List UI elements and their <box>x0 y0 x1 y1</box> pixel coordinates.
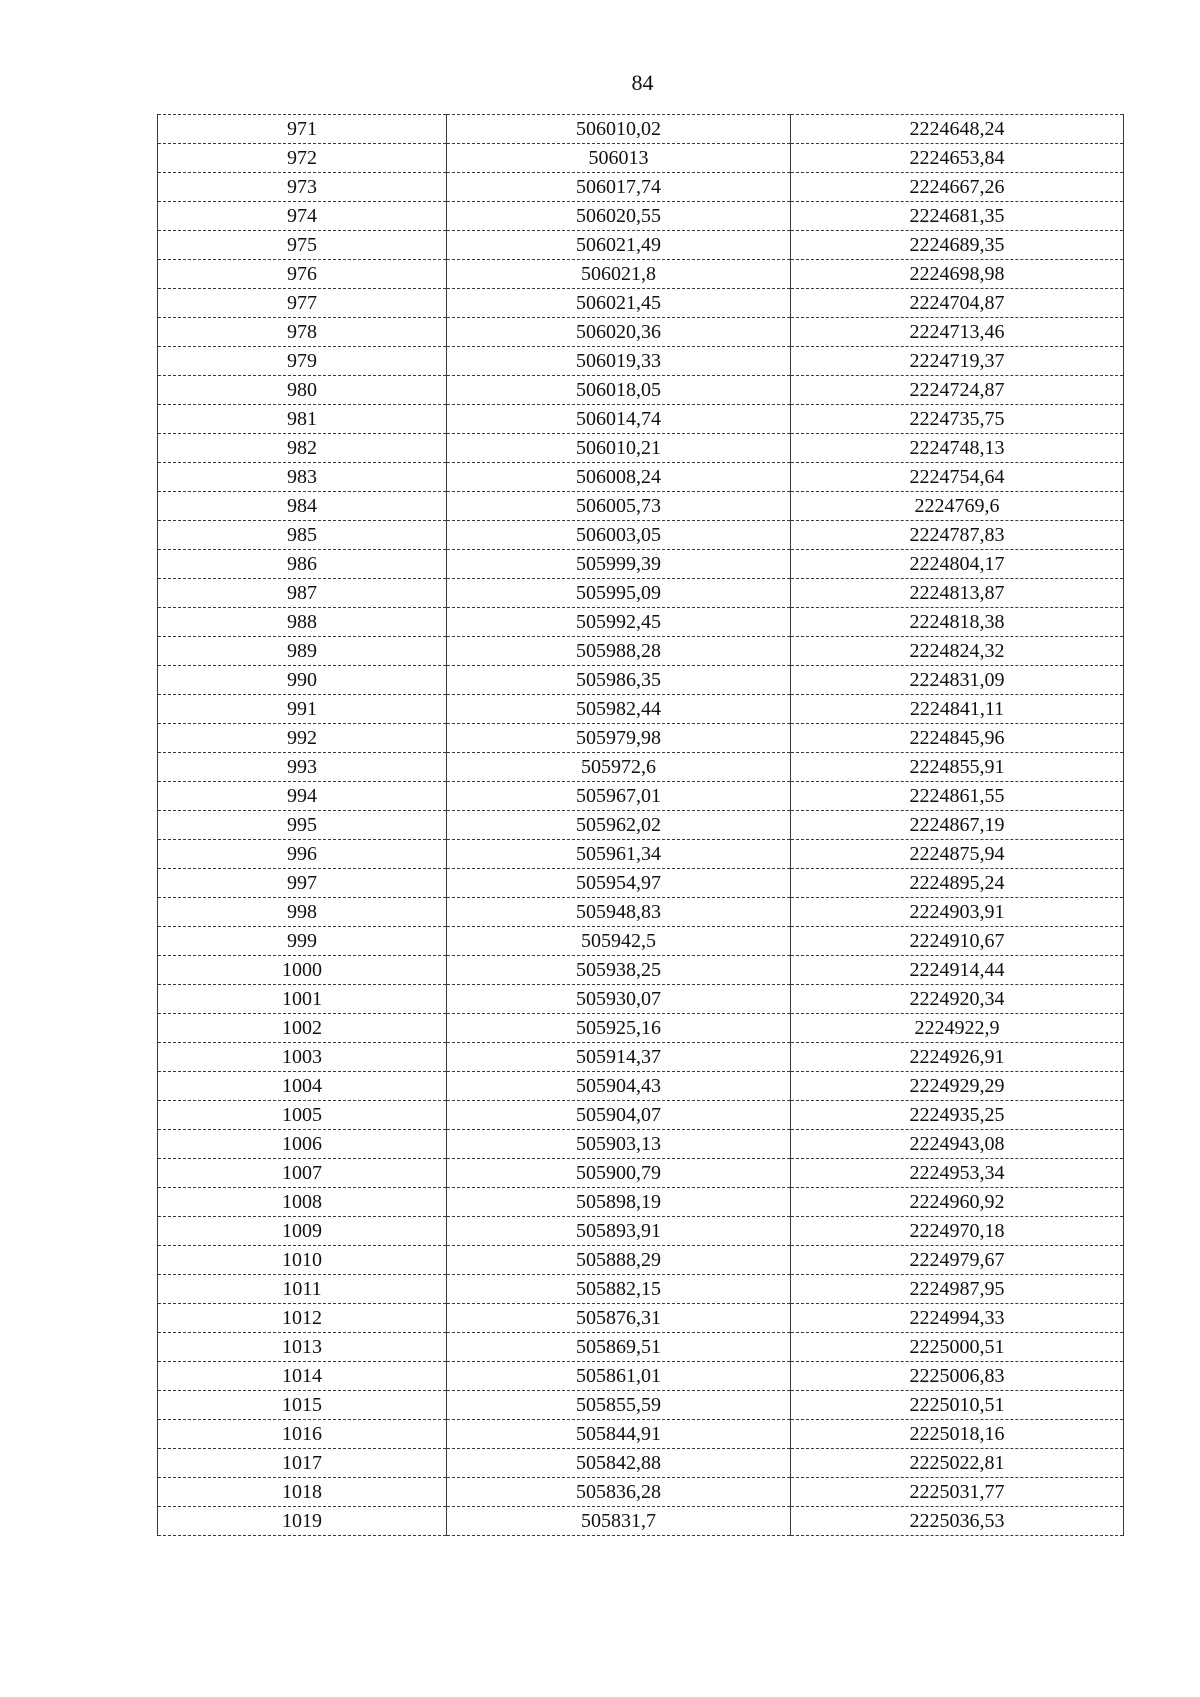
table-row <box>158 521 1124 550</box>
x-coordinate-cell: 505893,91 <box>447 1217 791 1246</box>
x-coordinate-cell: 506005,73 <box>447 492 791 521</box>
point-number-cell: 978 <box>158 318 447 347</box>
point-number-cell: 992 <box>158 724 447 753</box>
table-row <box>158 1217 1124 1246</box>
table-row <box>158 1333 1124 1362</box>
table-row <box>158 1101 1124 1130</box>
y-coordinate-cell: 2224994,33 <box>791 1304 1124 1333</box>
x-coordinate-cell: 505972,6 <box>447 753 791 782</box>
x-coordinate-cell: 506010,02 <box>447 115 791 144</box>
point-number-cell: 1001 <box>158 985 447 1014</box>
point-number-cell: 991 <box>158 695 447 724</box>
x-coordinate-cell: 505831,7 <box>447 1507 791 1536</box>
point-number-cell: 990 <box>158 666 447 695</box>
table-row <box>158 1188 1124 1217</box>
point-number-cell: 1008 <box>158 1188 447 1217</box>
y-coordinate-cell: 2224824,32 <box>791 637 1124 666</box>
y-coordinate-cell: 2224841,11 <box>791 695 1124 724</box>
x-coordinate-cell: 505925,16 <box>447 1014 791 1043</box>
x-coordinate-cell: 506021,49 <box>447 231 791 260</box>
y-coordinate-cell: 2225022,81 <box>791 1449 1124 1478</box>
table-row <box>158 1159 1124 1188</box>
x-coordinate-cell: 506014,74 <box>447 405 791 434</box>
y-coordinate-cell: 2224653,84 <box>791 144 1124 173</box>
x-coordinate-cell: 506021,45 <box>447 289 791 318</box>
y-coordinate-cell: 2224910,67 <box>791 927 1124 956</box>
table-row <box>158 550 1124 579</box>
table-row <box>158 869 1124 898</box>
y-coordinate-cell: 2225031,77 <box>791 1478 1124 1507</box>
point-number-cell: 973 <box>158 173 447 202</box>
table-body <box>158 115 1124 1536</box>
table-row <box>158 347 1124 376</box>
x-coordinate-cell: 506003,05 <box>447 521 791 550</box>
y-coordinate-cell: 2225018,16 <box>791 1420 1124 1449</box>
x-coordinate-cell: 506017,74 <box>447 173 791 202</box>
x-coordinate-cell: 505876,31 <box>447 1304 791 1333</box>
table-row <box>158 695 1124 724</box>
y-coordinate-cell: 2224903,91 <box>791 898 1124 927</box>
y-coordinate-cell: 2224855,91 <box>791 753 1124 782</box>
table-row <box>158 724 1124 753</box>
y-coordinate-cell: 2224960,92 <box>791 1188 1124 1217</box>
x-coordinate-cell: 505961,34 <box>447 840 791 869</box>
table-row <box>158 811 1124 840</box>
x-coordinate-cell: 505855,59 <box>447 1391 791 1420</box>
table-row <box>158 666 1124 695</box>
x-coordinate-cell: 505962,02 <box>447 811 791 840</box>
y-coordinate-cell: 2224698,98 <box>791 260 1124 289</box>
point-number-cell: 971 <box>158 115 447 144</box>
y-coordinate-cell: 2224754,64 <box>791 463 1124 492</box>
y-coordinate-cell: 2224926,91 <box>791 1043 1124 1072</box>
table-row <box>158 1362 1124 1391</box>
point-number-cell: 983 <box>158 463 447 492</box>
x-coordinate-cell: 505882,15 <box>447 1275 791 1304</box>
x-coordinate-cell: 506013 <box>447 144 791 173</box>
table-row <box>158 289 1124 318</box>
point-number-cell: 988 <box>158 608 447 637</box>
y-coordinate-cell: 2224681,35 <box>791 202 1124 231</box>
y-coordinate-cell: 2224914,44 <box>791 956 1124 985</box>
y-coordinate-cell: 2224867,19 <box>791 811 1124 840</box>
x-coordinate-cell: 505938,25 <box>447 956 791 985</box>
y-coordinate-cell: 2224970,18 <box>791 1217 1124 1246</box>
x-coordinate-cell: 505954,97 <box>447 869 791 898</box>
point-number-cell: 984 <box>158 492 447 521</box>
y-coordinate-cell: 2224704,87 <box>791 289 1124 318</box>
table-row <box>158 1072 1124 1101</box>
point-number-cell: 980 <box>158 376 447 405</box>
y-coordinate-cell: 2224920,34 <box>791 985 1124 1014</box>
x-coordinate-cell: 505930,07 <box>447 985 791 1014</box>
point-number-cell: 981 <box>158 405 447 434</box>
point-number-cell: 1011 <box>158 1275 447 1304</box>
point-number-cell: 1010 <box>158 1246 447 1275</box>
point-number-cell: 1015 <box>158 1391 447 1420</box>
table-row <box>158 1043 1124 1072</box>
table-row <box>158 840 1124 869</box>
point-number-cell: 1003 <box>158 1043 447 1072</box>
table-row <box>158 579 1124 608</box>
x-coordinate-cell: 505999,39 <box>447 550 791 579</box>
table-row <box>158 927 1124 956</box>
table-row <box>158 1449 1124 1478</box>
x-coordinate-cell: 506020,36 <box>447 318 791 347</box>
y-coordinate-cell: 2224813,87 <box>791 579 1124 608</box>
y-coordinate-cell: 2224804,17 <box>791 550 1124 579</box>
y-coordinate-cell: 2225000,51 <box>791 1333 1124 1362</box>
y-coordinate-cell: 2224831,09 <box>791 666 1124 695</box>
y-coordinate-cell: 2224713,46 <box>791 318 1124 347</box>
point-number-cell: 975 <box>158 231 447 260</box>
table-row <box>158 1275 1124 1304</box>
point-number-cell: 999 <box>158 927 447 956</box>
y-coordinate-cell: 2224943,08 <box>791 1130 1124 1159</box>
x-coordinate-cell: 506020,55 <box>447 202 791 231</box>
x-coordinate-cell: 505836,28 <box>447 1478 791 1507</box>
y-coordinate-cell: 2224724,87 <box>791 376 1124 405</box>
point-number-cell: 998 <box>158 898 447 927</box>
x-coordinate-cell: 505888,29 <box>447 1246 791 1275</box>
point-number-cell: 1000 <box>158 956 447 985</box>
point-number-cell: 995 <box>158 811 447 840</box>
y-coordinate-cell: 2225036,53 <box>791 1507 1124 1536</box>
x-coordinate-cell: 505967,01 <box>447 782 791 811</box>
table-row <box>158 956 1124 985</box>
y-coordinate-cell: 2224875,94 <box>791 840 1124 869</box>
x-coordinate-cell: 505986,35 <box>447 666 791 695</box>
table-row <box>158 898 1124 927</box>
x-coordinate-cell: 505948,83 <box>447 898 791 927</box>
x-coordinate-cell: 505844,91 <box>447 1420 791 1449</box>
y-coordinate-cell: 2224895,24 <box>791 869 1124 898</box>
y-coordinate-cell: 2224935,25 <box>791 1101 1124 1130</box>
table-row <box>158 1391 1124 1420</box>
x-coordinate-cell: 505904,07 <box>447 1101 791 1130</box>
x-coordinate-cell: 505904,43 <box>447 1072 791 1101</box>
point-number-cell: 996 <box>158 840 447 869</box>
y-coordinate-cell: 2224735,75 <box>791 405 1124 434</box>
y-coordinate-cell: 2224922,9 <box>791 1014 1124 1043</box>
table-row <box>158 376 1124 405</box>
point-number-cell: 976 <box>158 260 447 289</box>
y-coordinate-cell: 2224953,34 <box>791 1159 1124 1188</box>
table-row <box>158 608 1124 637</box>
y-coordinate-cell: 2224979,67 <box>791 1246 1124 1275</box>
point-number-cell: 1014 <box>158 1362 447 1391</box>
table-row <box>158 434 1124 463</box>
point-number-cell: 1004 <box>158 1072 447 1101</box>
point-number-cell: 997 <box>158 869 447 898</box>
coordinates-table <box>157 114 1124 1536</box>
table-row <box>158 202 1124 231</box>
x-coordinate-cell: 505861,01 <box>447 1362 791 1391</box>
x-coordinate-cell: 505914,37 <box>447 1043 791 1072</box>
table-row <box>158 173 1124 202</box>
table-row <box>158 1507 1124 1536</box>
point-number-cell: 982 <box>158 434 447 463</box>
x-coordinate-cell: 505903,13 <box>447 1130 791 1159</box>
table-row <box>158 1014 1124 1043</box>
point-number-cell: 1007 <box>158 1159 447 1188</box>
y-coordinate-cell: 2224648,24 <box>791 115 1124 144</box>
x-coordinate-cell: 505995,09 <box>447 579 791 608</box>
page-number: 84 <box>631 70 654 95</box>
y-coordinate-cell: 2224769,6 <box>791 492 1124 521</box>
table-row <box>158 753 1124 782</box>
table-row <box>158 1478 1124 1507</box>
point-number-cell: 994 <box>158 782 447 811</box>
point-number-cell: 993 <box>158 753 447 782</box>
table-row <box>158 260 1124 289</box>
point-number-cell: 1009 <box>158 1217 447 1246</box>
x-coordinate-cell: 506008,24 <box>447 463 791 492</box>
table-row <box>158 144 1124 173</box>
point-number-cell: 1019 <box>158 1507 447 1536</box>
table-row <box>158 637 1124 666</box>
point-number-cell: 977 <box>158 289 447 318</box>
point-number-cell: 1012 <box>158 1304 447 1333</box>
x-coordinate-cell: 505979,98 <box>447 724 791 753</box>
table-row <box>158 318 1124 347</box>
point-number-cell: 1017 <box>158 1449 447 1478</box>
point-number-cell: 972 <box>158 144 447 173</box>
x-coordinate-cell: 505988,28 <box>447 637 791 666</box>
point-number-cell: 974 <box>158 202 447 231</box>
point-number-cell: 1005 <box>158 1101 447 1130</box>
y-coordinate-cell: 2224667,26 <box>791 173 1124 202</box>
point-number-cell: 1018 <box>158 1478 447 1507</box>
x-coordinate-cell: 505992,45 <box>447 608 791 637</box>
x-coordinate-cell: 505942,5 <box>447 927 791 956</box>
x-coordinate-cell: 505869,51 <box>447 1333 791 1362</box>
point-number-cell: 987 <box>158 579 447 608</box>
y-coordinate-cell: 2224987,95 <box>791 1275 1124 1304</box>
table-row <box>158 782 1124 811</box>
x-coordinate-cell: 506019,33 <box>447 347 791 376</box>
y-coordinate-cell: 2224845,96 <box>791 724 1124 753</box>
table-row <box>158 115 1124 144</box>
point-number-cell: 1016 <box>158 1420 447 1449</box>
point-number-cell: 989 <box>158 637 447 666</box>
y-coordinate-cell: 2224719,37 <box>791 347 1124 376</box>
table-row <box>158 1304 1124 1333</box>
y-coordinate-cell: 2224748,13 <box>791 434 1124 463</box>
table-row <box>158 492 1124 521</box>
x-coordinate-cell: 506021,8 <box>447 260 791 289</box>
x-coordinate-cell: 506018,05 <box>447 376 791 405</box>
x-coordinate-cell: 506010,21 <box>447 434 791 463</box>
x-coordinate-cell: 505982,44 <box>447 695 791 724</box>
point-number-cell: 1006 <box>158 1130 447 1159</box>
y-coordinate-cell: 2224787,83 <box>791 521 1124 550</box>
table-row <box>158 405 1124 434</box>
x-coordinate-cell: 505900,79 <box>447 1159 791 1188</box>
table-row <box>158 1130 1124 1159</box>
table-row <box>158 231 1124 260</box>
y-coordinate-cell: 2224929,29 <box>791 1072 1124 1101</box>
point-number-cell: 1002 <box>158 1014 447 1043</box>
point-number-cell: 985 <box>158 521 447 550</box>
y-coordinate-cell: 2224818,38 <box>791 608 1124 637</box>
x-coordinate-cell: 505898,19 <box>447 1188 791 1217</box>
y-coordinate-cell: 2224861,55 <box>791 782 1124 811</box>
table-row <box>158 985 1124 1014</box>
point-number-cell: 986 <box>158 550 447 579</box>
y-coordinate-cell: 2225006,83 <box>791 1362 1124 1391</box>
y-coordinate-cell: 2224689,35 <box>791 231 1124 260</box>
point-number-cell: 979 <box>158 347 447 376</box>
table-row <box>158 463 1124 492</box>
x-coordinate-cell: 505842,88 <box>447 1449 791 1478</box>
point-number-cell: 1013 <box>158 1333 447 1362</box>
y-coordinate-cell: 2225010,51 <box>791 1391 1124 1420</box>
table-row <box>158 1246 1124 1275</box>
table-row <box>158 1420 1124 1449</box>
